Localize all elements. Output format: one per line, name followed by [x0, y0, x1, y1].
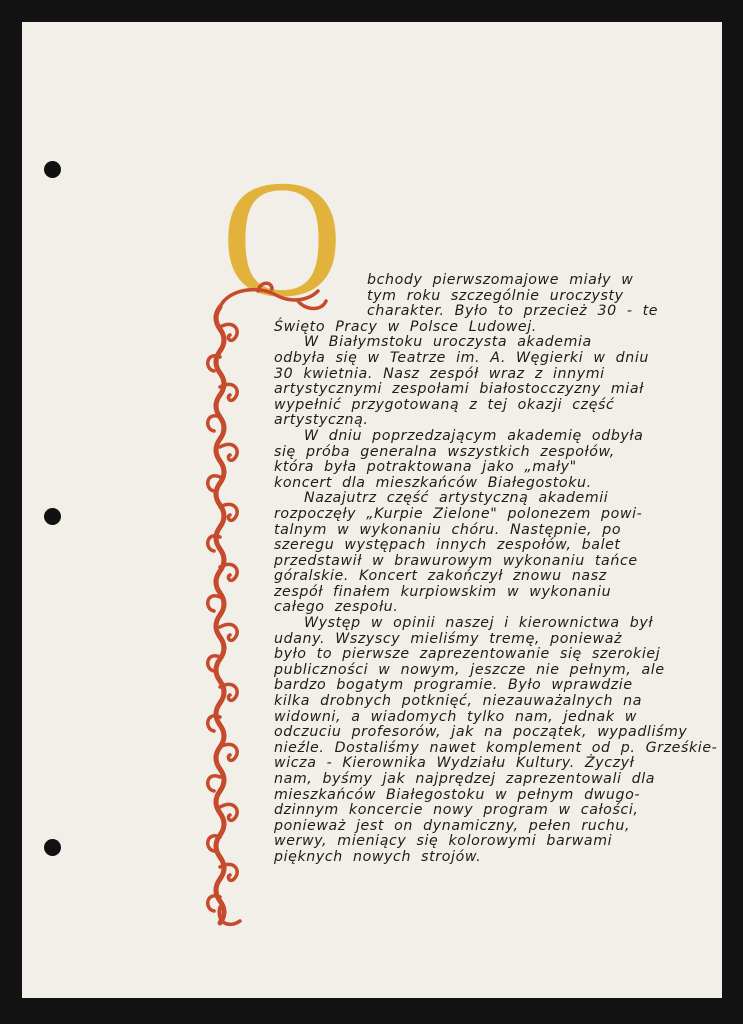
body-text — [274, 272, 718, 866]
text-line: się próba generalna wszystkich zespołów, — [274, 443, 615, 460]
text-line: W dniu poprzedzającym akademię odbyła — [304, 427, 644, 444]
text-line: widowni, a wiadomych tylko nam, jednak w — [274, 708, 637, 725]
vine-tendril — [208, 776, 220, 791]
text-line: szeregu występach innych zespołów, balet — [274, 537, 621, 554]
text-line: było to pierwsze zaprezentowanie się szerokiej — [274, 646, 661, 663]
vine-tendril — [208, 596, 220, 611]
vine-tendril — [220, 564, 237, 580]
text-line: całego zespołu. — [274, 599, 399, 616]
text-line: bchody pierwszomajowe miały w — [367, 272, 634, 288]
text-line: bardzo bogatym programie. Było wprawdzie — [274, 677, 633, 694]
punch-hole — [44, 508, 61, 525]
text-line: wicza - Kierownika Wydziału Kultury. Życzył — [274, 755, 635, 772]
text-line: odczuciu profesorów, jak na początek, wypadliśmy — [274, 724, 688, 741]
text-line: artystycznymi zespołami białostocczyzny miał — [274, 381, 644, 398]
vine-tendril — [220, 744, 237, 760]
text-line: talnym w wykonaniu chóru. Następnie, po — [274, 521, 622, 538]
text-line: Święto Pracy w Polsce Ludowej. — [274, 318, 537, 335]
text-line: tym roku szczególnie uroczysty — [367, 287, 624, 304]
text-line: góralskie. Koncert zakończył znowu nasz — [274, 568, 607, 585]
punch-hole — [44, 161, 61, 178]
text-line: dzinnym koncercie nowy program w całości, — [274, 802, 639, 819]
text-line: 30 kwietnia. Nasz zespół wraz z innymi — [274, 365, 605, 382]
punch-hole — [44, 839, 61, 856]
text-line: Nazajutrz część artystyczną akademii — [304, 490, 609, 507]
text-line: koncert dla mieszkańców Białegostoku. — [274, 474, 592, 491]
vine-stem — [216, 307, 224, 923]
text-line: zespół finałem kurpiowskim w wykonaniu — [274, 583, 612, 600]
text-line: charakter. Było to przecież 30 - te — [367, 303, 659, 320]
text-line: werwy, mieniący się kolorowymi barwami — [274, 833, 613, 850]
text-line: publiczności w nowym, jeszcze nie pełnym, ale — [274, 661, 665, 678]
text-line: udany. Wszyscy mieliśmy tremę, ponieważ — [274, 630, 623, 647]
text-line: przedstawił w brawurowym wykonaniu tańce — [274, 552, 638, 569]
text-line: nieźle. Dostaliśmy nawet komplement od p. Grześkie- — [274, 739, 718, 756]
text-line: odbyła się w Teatrze im. A. Węgierki w dniu — [274, 349, 650, 366]
text-line: która była potraktowana jako „mały" — [274, 459, 577, 476]
document-page — [22, 22, 722, 998]
text-line: W Białymstoku uroczysta akademia — [304, 334, 592, 351]
vine-tendril — [208, 416, 220, 431]
text-line: pięknych nowych strojów. — [274, 848, 482, 865]
text-line: rozpoczęły „Kurpie Zielone" polonezem powi- — [274, 505, 643, 522]
text-line: kilka drobnych potknięć, niezauważalnych na — [274, 693, 643, 710]
text-line: wypełnić przygotowaną z tej okazji część — [274, 396, 615, 413]
text-line: mieszkańców Białegostoku w pełnym dwugo- — [274, 786, 641, 803]
initial-letter: O — [221, 167, 343, 307]
text-line: Występ w opinii naszej i kierownictwa był — [304, 615, 654, 632]
text-line: ponieważ jest on dynamiczny, pełen ruchu, — [274, 817, 631, 834]
text-line: artystyczną. — [274, 412, 369, 429]
vine-tendril — [220, 444, 237, 460]
text-line: nam, byśmy jak najprędzej zaprezentowali dla — [274, 771, 656, 787]
